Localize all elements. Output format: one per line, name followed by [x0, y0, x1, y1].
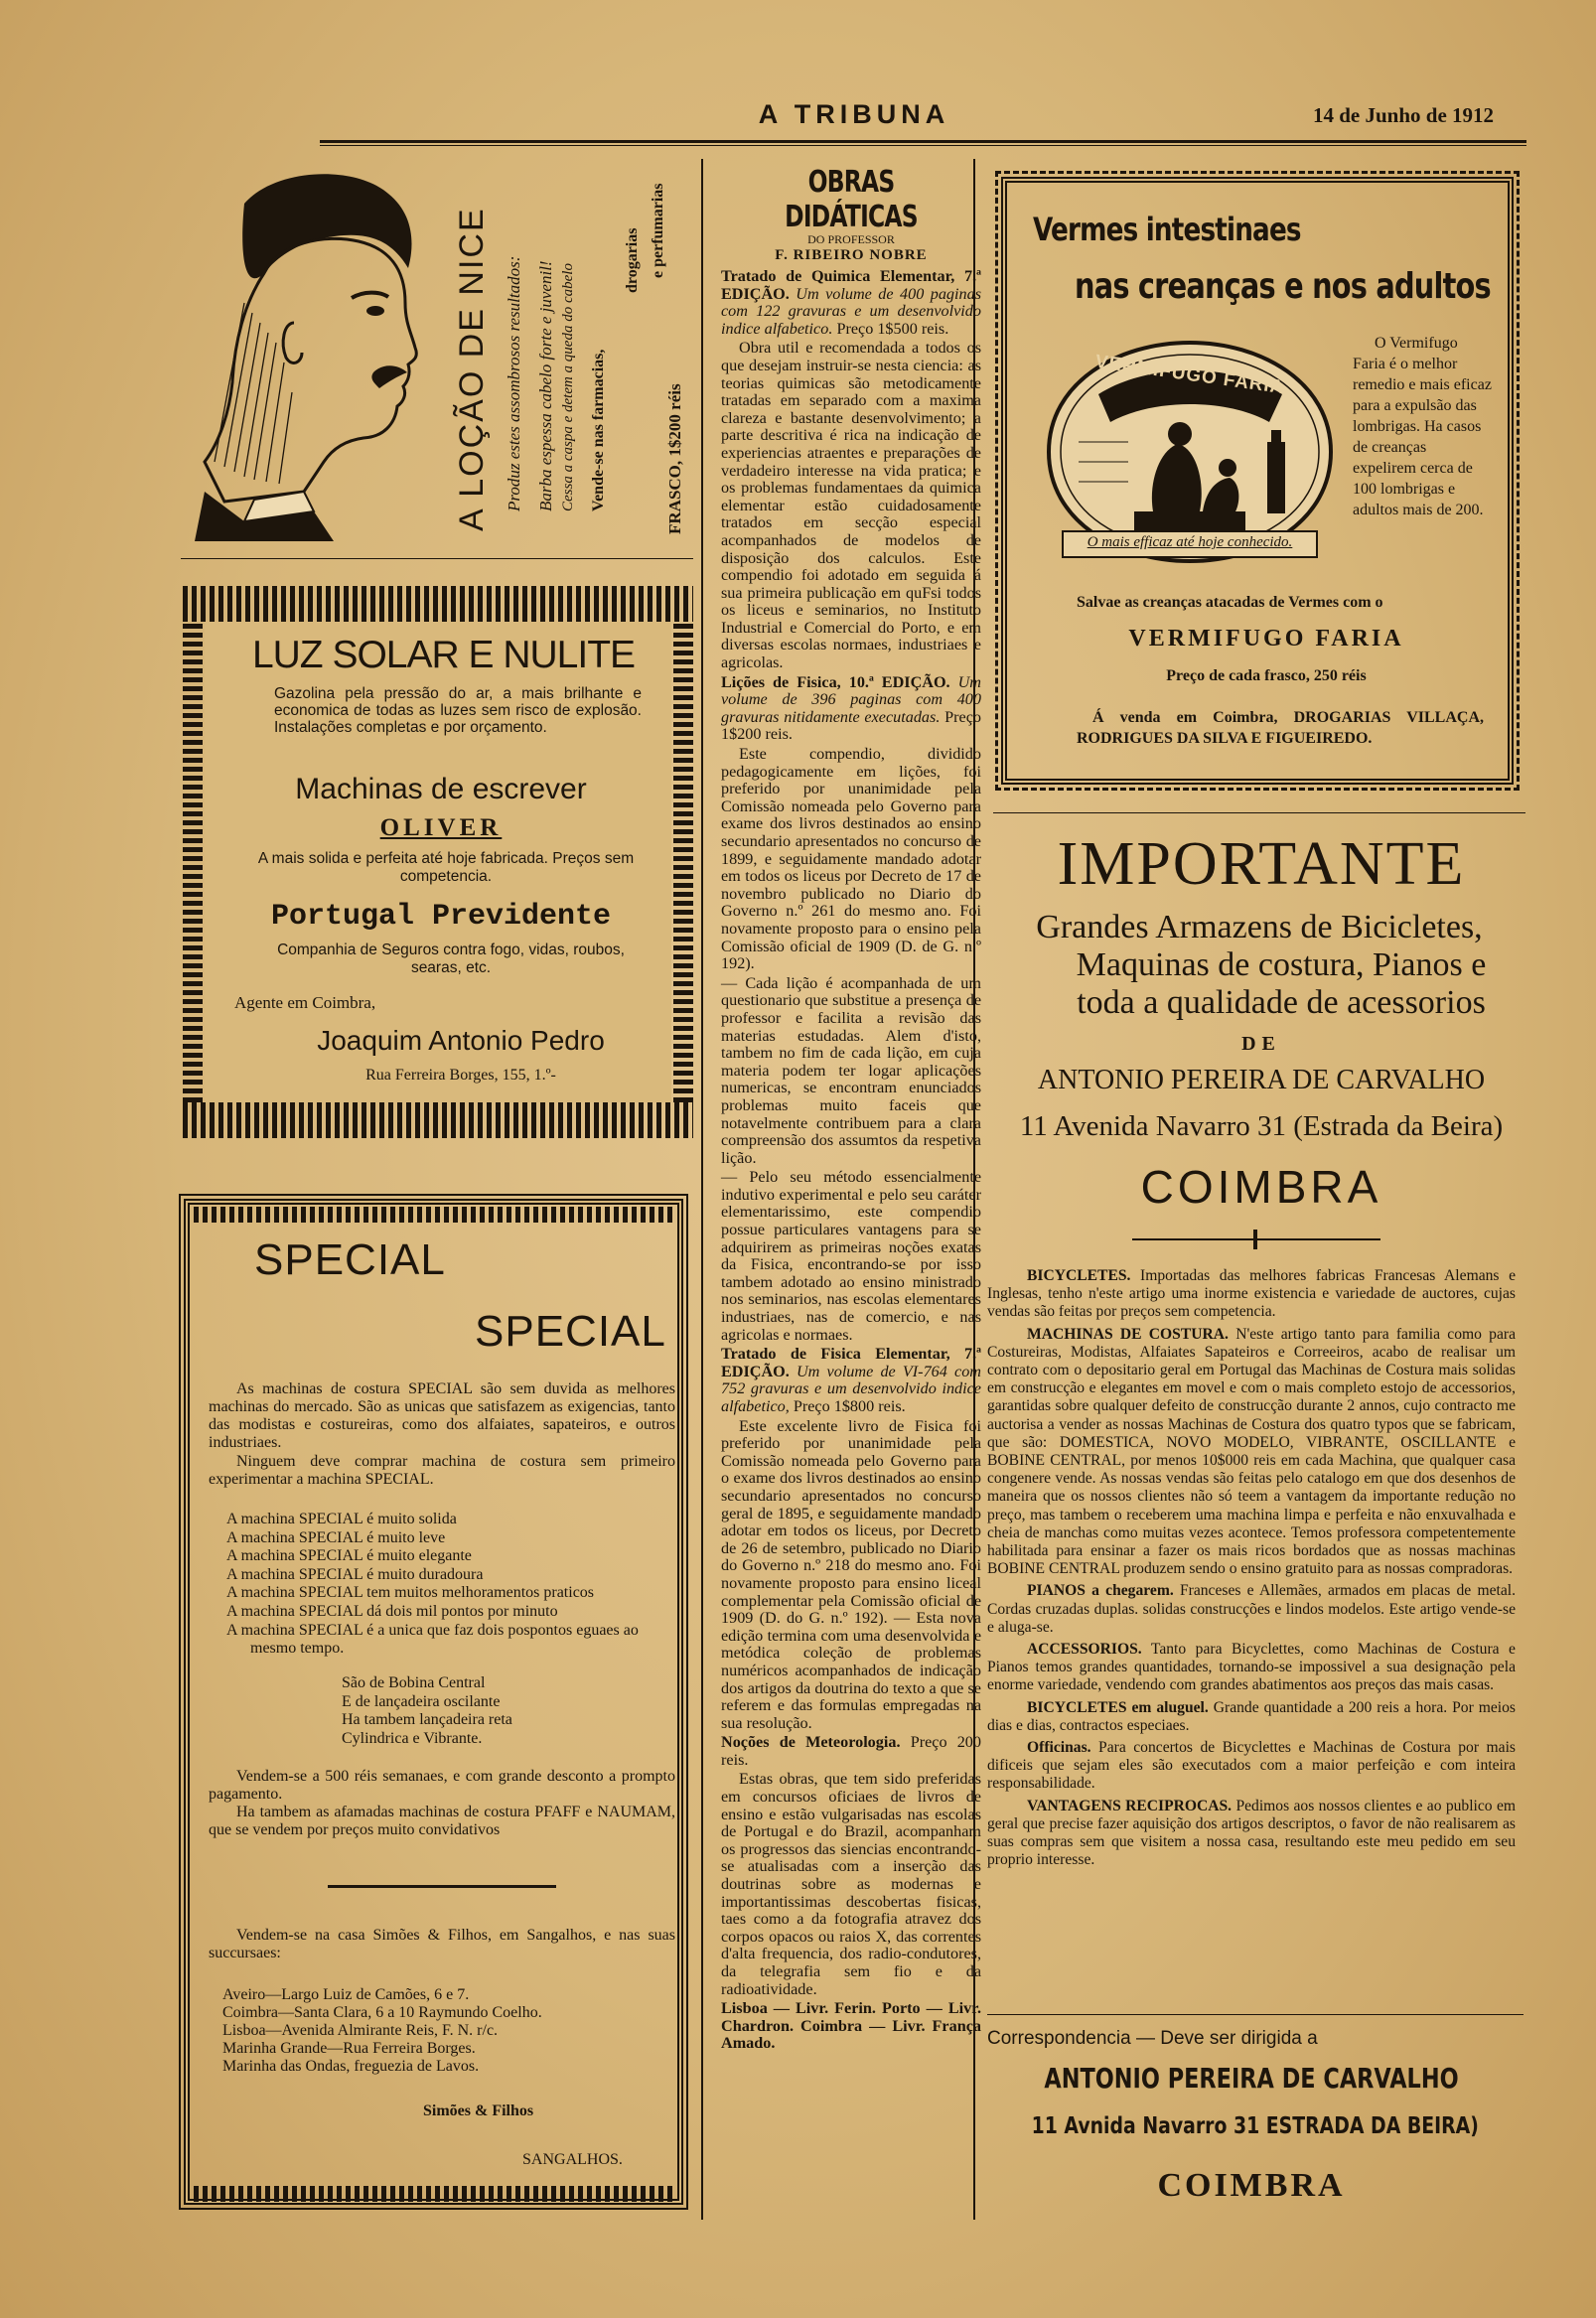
machinas-heading: MACHINAS DE COSTURA.: [1027, 1325, 1229, 1343]
locao-ad: [185, 159, 691, 546]
accessories-heading: ACCESSORIOS.: [1027, 1641, 1142, 1659]
section-accessories: [987, 1641, 1516, 1695]
book-4-price: Preço 200 reis.: [721, 1733, 981, 1769]
book-3-title: Tratado de Fisica Elementar, 7.ª EDIÇÃO.: [721, 1345, 981, 1380]
vermes-side: O Vermifugo Faria é o melhor remedio e mais eficaz para a expulsão das lombrigas. Ha casos de creanças expelirem cerca de 100 lombrigas e adultos mais de 200.: [1353, 335, 1492, 518]
vermes-price: Preço de cada frasco, 250 réis: [1166, 667, 1367, 684]
portugal-desc: Companhia de Seguros contra fogo, vidas, roubos, searas, etc.: [277, 942, 625, 976]
obras-column: [721, 165, 981, 2055]
special-p5: Vendem-se na casa Simões & Filhos, em Sangalhos, e nas suas succursaes:: [209, 1927, 675, 1961]
advantages-heading: VANTAGENS RECIPROCAS.: [1027, 1797, 1233, 1814]
importante-body: [987, 1267, 1516, 1870]
book-1-price: Preço 1$500 reis.: [836, 319, 949, 338]
correspondence-name: ANTONIO PEREIRA DE CARVALHO: [1044, 2062, 1459, 2095]
branch-line: Aveiro—Largo Luiz de Camões, 6 e 7.: [222, 1986, 470, 2003]
locao-line1: Produz estes assombrosos resultados:: [505, 255, 523, 511]
luz-title: LUZ SOLAR E NULITE: [251, 634, 636, 676]
machinas-title: Machinas de escrever: [295, 773, 587, 805]
vermes-title-2: nas creanças e nos adultos: [1075, 266, 1491, 307]
section-rental: [987, 1699, 1516, 1735]
section-advantages: [987, 1798, 1516, 1870]
book-3-text: Este excelente livro de Fisica foi preferido por unanimidade pela Comissão nomeada pelo Governo para o exame dos livros destinados ao ensino secundario apresentados no concurso geral de 1895, e seguidamente mandado adotar em todos os liceus, por Decreto de 26 de setembro, publicado no Diario do Governo n.º 218 do mesmo ano. Foi novamente proposto para ensino liceal complementar pela Comissão oficial de 1909 (D. do G. n.º 192). — Esta nova edição termina com uma desenvolvida e metódica coleção de problemas numéricos acompanhados de indicação dos artigos da doutrina do texto a que se referem e das formulas empregadas na sua resolução.: [721, 1416, 981, 1732]
bobina-line: São de Bobina Central: [342, 1674, 486, 1691]
importante-address: 11 Avenida Navarro 31 (Estrada da Beira): [1019, 1110, 1504, 1142]
importante-city: COIMBRA: [1140, 1161, 1382, 1213]
book-2-desc: Um volume de 396 paginas com 400 gravuras nitidamente executadas.: [721, 672, 981, 726]
column-rule-1: [701, 159, 703, 2220]
book-2-text-2: — Cada lição é acompanhada de um questionario que substitue a presença de professor e facilita a revisão das materias estudadas. Alem d'isto, tambem no fim de cada lição, em cuja materia podem ter logar aplicações numericas, se encontram enunciados problemas muito faceis que notavelmente contribuem para a clara compreensão dos assumtos da respetiva lição.: [721, 973, 981, 1167]
book-2-price: Preço 1$200 reis.: [721, 707, 981, 744]
branch-line: Lisboa—Avenida Almirante Reis, F. N. r/c.: [222, 2022, 499, 2039]
agent-name: Joaquim Antonio Pedro: [317, 1025, 605, 1056]
special-place: SANGALHOS.: [522, 2151, 623, 2168]
correspondence-city: COIMBRA: [1157, 2167, 1346, 2204]
luz-desc: Gazolina pela pressão do ar, a mais brilhante e economica de todas as luzes sem risco de explosão. Instalações completas e por orçamento.: [274, 685, 642, 736]
obras-title: OBRAS DIDÁTICAS: [785, 165, 918, 234]
special-p4: Ha tambem as afamadas machinas de costura PFAFF e NAUMAM, que se vendem por preços muito convidativos: [209, 1804, 675, 1838]
locao-line5: drogarias: [624, 227, 641, 293]
importante-line-2: Maquinas de costura, Pianos e: [1076, 946, 1487, 983]
bicycles-text: Importadas das melhores fabricas Francesas Alemans e Inglesas, tenho n'este artigo uma inorme existencia e variedade de auctores, cujas vendas são feitas por preços sem competencia.: [987, 1267, 1516, 1321]
special-p3: Vendem-se a 500 réis semanaes, e com grande desconto a prompto pagamento.: [209, 1768, 675, 1803]
locao-price: FRASCO, 1$200 réis: [665, 383, 684, 534]
special-branches: [222, 1986, 669, 2076]
vermes-save: Salvae as creanças atacadas de Vermes com o: [1077, 594, 1383, 611]
portugal-title: Portugal Previdente: [270, 900, 612, 934]
locao-line2: Barba espessa cabelo forte e juvenil!: [536, 260, 555, 511]
oliver-desc: A mais solida e perfeita até hoje fabricada. Preços sem competencia.: [257, 850, 635, 885]
special-feature: A machina SPECIAL é a unica que faz dois pospontos eguaes ao mesmo tempo.: [226, 1621, 639, 1658]
ornament-top: [183, 586, 693, 622]
importante-de: DE: [1241, 1033, 1281, 1055]
branch-line: Coimbra—Santa Clara, 6 a 10 Raymundo Coelho.: [222, 2004, 542, 2021]
locao-line6: e perfumarias: [650, 183, 666, 278]
accessories-text: Tanto para Bicyclettes, como Machinas de Costura e Pianos temos grandes quantidades, tornando-se impossivel a sua designação pela enorme variedade, vendendo com grandes abatimentos aos preços das mais casas.: [987, 1641, 1516, 1694]
correspondence-address: 11 Avnida Navarro 31 ESTRADA DA BEIRA): [1031, 2113, 1479, 2139]
importante-title: IMPORTANTE: [1057, 830, 1466, 898]
workshops-heading: Officinas.: [1027, 1739, 1091, 1757]
book-4-text: Estas obras, que tem sido preferidas em concursos oficiaes de livros de ensino e estão vulgarisadas nas escolas de Portugal e do Brazil, acompanham os progressos das siencias encontrando-se atualisadas com a inserção das doutrinas sobre as modernas e importantissimas descobertas fisicas, taes como a da fotografia atravez dos corpos opacos ou raios X, das correntes d'alta frequencia, dos radio-condutores, da telegrafia sem fio e da radioatividade.: [721, 1770, 981, 1998]
section-bicycles: [987, 1267, 1516, 1322]
special-divider: [328, 1885, 556, 1888]
vermifugo-label-top: VERMIFUGO FARIA: [1093, 351, 1286, 399]
masthead-title: A TRIBUNA: [758, 99, 950, 129]
vermes-rule: [993, 812, 1525, 813]
book-1-desc: Um volume de 400 paginas com 122 gravuras e um desenvolvido indice alfabetico.: [721, 284, 982, 338]
bobina-line: E de lançadeira oscilante: [342, 1692, 501, 1710]
special-firm: Simões & Filhos: [423, 2102, 534, 2119]
book-1: [721, 268, 981, 338]
special-feature: A machina SPECIAL tem muitos melhoramentos praticos: [226, 1584, 595, 1602]
locao-line3: Cessa a caspa e detem a queda do cabelo: [560, 263, 576, 511]
special-feature: A machina SPECIAL é muito solida: [226, 1511, 457, 1527]
book-2: [721, 674, 981, 744]
special-feature: A machina SPECIAL dá dois mil pontos por minuto: [226, 1602, 558, 1620]
importante-owner: ANTONIO PEREIRA DE CARVALHO: [1037, 1065, 1486, 1095]
rental-heading: BICYCLETES em aluguel.: [1027, 1698, 1209, 1716]
special-features: [226, 1511, 663, 1659]
obras-sub: DO PROFESSOR: [807, 232, 895, 246]
issue-date: 14 de Junho de 1912: [1313, 103, 1495, 127]
section-workshops: [987, 1739, 1516, 1794]
book-1-title: Tratado de Quimica Elementar, 7.ª EDIÇÃO.: [721, 267, 981, 303]
special-ornament-bottom: [194, 2186, 674, 2202]
ornament-bottom: [183, 1102, 693, 1138]
vermes-title-1: Vermes intestinaes: [1033, 211, 1301, 248]
special-title-1: SPECIAL: [254, 1235, 446, 1284]
bobina-line: Cylindrica e Vibrante.: [342, 1729, 483, 1747]
special-p1: As machinas de costura SPECIAL são sem duvida as melhores machinas do mercado. São as unicas que satisfazem as exigencias, tanto das modistas e costureiras, como dos alfaiates, sapateiros, e outros industriaes.: [209, 1380, 675, 1451]
agent-label: Agente em Coimbra,: [234, 993, 376, 1012]
special-p2: Ninguem deve comprar machina de costura sem primeiro experimentar a machina SPECIAL.: [209, 1453, 675, 1488]
special-feature: A machina SPECIAL é muito leve: [226, 1528, 446, 1546]
obras-sellers: Lisboa — Livr. Ferin. Porto — Livr. Chardron. Coimbra — Livr. França Amado.: [721, 1999, 981, 2053]
special-feature: A machina SPECIAL é muito duradoura: [226, 1565, 484, 1583]
header-rule: [320, 140, 1526, 143]
pianos-text: Franceses e Allemães, armados em placas de metal. Cordas cruzadas duplas. solidas construcções e lindos modelos. Este artigo vende-se e aluga-se.: [987, 1582, 1516, 1636]
bicycles-heading: BICYCLETES.: [1027, 1267, 1131, 1284]
vermifugo-label-bottom: O mais efficaz até hoje conhecido.: [1087, 534, 1293, 550]
section-pianos: [987, 1582, 1516, 1637]
header-rule-thin: [320, 145, 1526, 146]
luz-ad: [183, 586, 693, 1172]
vermifugo-label: [1039, 333, 1341, 571]
vermes-brand: VERMIFUGO FARIA: [1128, 626, 1404, 652]
section-machinas: [987, 1326, 1516, 1579]
portrait-illustration: [185, 164, 443, 541]
branch-line: Marinha das Ondas, freguezia de Lavos.: [222, 2058, 480, 2075]
agent-address: Rua Ferreira Borges, 155, 1.º-: [365, 1067, 556, 1084]
locao-rule: [181, 558, 693, 559]
special-title-2: SPECIAL: [475, 1307, 666, 1356]
book-3-price: Preço 1$800 reis.: [793, 1397, 906, 1415]
book-4: [721, 1734, 981, 1769]
pianos-heading: PIANOS a chegarem.: [1027, 1582, 1174, 1600]
vermes-sale: Á venda em Coimbra, DROGARIAS VILLAÇA, RODRIGUES DA SILVA E FIGUEIREDO.: [1077, 709, 1484, 747]
correspondence-rule: [987, 2014, 1523, 2015]
bobina-line: Ha tambem lançadeira reta: [342, 1711, 512, 1728]
book-2-title: Lições de Fisica, 10.ª EDIÇÃO.: [721, 672, 950, 691]
special-bobina: [342, 1674, 659, 1748]
branch-line: Marinha Grande—Rua Ferreira Borges.: [222, 2040, 476, 2057]
book-2-text-1: Este compendio, dividido pedagogicamente em lições, foi preferido por unanimidade pela Comissão nomeada pelo Governo para exame dos livros destinados ao ensino secundario apresentados no concurso de 1899, e seguidamente mandado adotar em todos os liceus por Decreto de 17 de novembro publicado no Diario do Governo n.º 261 do mesmo ano. Foi novamente proposto para o ensino pela Comissão oficial de 1909 (D. de G. n.º 192).: [721, 745, 981, 973]
book-4-title: Noções de Meteorologia.: [721, 1733, 901, 1752]
importante-line-1: Grandes Armazens de Bicicletes,: [1036, 909, 1483, 945]
rental-text: Grande quantidade a 200 reis a hora. Por meios dias e dias, contractos especiaes.: [987, 1698, 1516, 1734]
special-feature: A machina SPECIAL é muito elegante: [226, 1547, 472, 1565]
importante-divider-mark: [1253, 1230, 1257, 1249]
book-3: [721, 1346, 981, 1415]
locao-line4: Vende-se nas farmacias,: [590, 349, 607, 511]
oliver-brand: OLIVER: [379, 814, 503, 841]
locao-title: A LOÇÃO DE NICE: [453, 207, 491, 531]
obras-author: F. RIBEIRO NOBRE: [775, 247, 928, 263]
book-3-desc: Um volume de VI-764 com 752 gravuras e um desenvolvido indice alfabetico,: [721, 1362, 981, 1415]
advantages-text: Pedimos aos nossos clientes e ao publico em geral que precise fazer aquisição dos artigos descriptos, o favor de não realisarem as suas compras sem que visitem a nossa casa, resultando este meu pedido em seu proprio interesse.: [987, 1797, 1516, 1869]
importante-line-3: toda a qualidade de acessorios: [1077, 984, 1486, 1021]
ornament-left: [183, 622, 203, 1102]
machinas-text: N'este artigo tanto para familia como para Costureiras, Modistas, Alfaiates Sapateiros e Correeiros, acabo de realisar um contrato com o depositario geral em Portugal das Machinas de Costura mais solidas em construcção e elegantes em movel e com o mais completo estojo de accessorios, garantidas sobre qualquer defeito de construcção durante 2 annos, cujo contracto me auctorisa a vender as nossas Machinas de Costura dos quatro typos que se fabricam, que são: DOMESTICA, NOVO MODELO, VIBRANTE, OSCILLANTE e BOBINE CENTRAL, por menos 10$000 reis em cada Machina, que qualquer casa congenere vende. As nossas vendas são feitas pelo catalogo em que dos desenhos de maneira que os nossos clientes não só teem a vantagem da importante redução no preço, mas tambem o receberem uma machina limpa e perfeita e não enxuvalhada e cheia de manchas como muitas vezes acontece. Temos professora competentemente habilitada para ensinar a fazer os mais ricos bordados que as nossas machinas BOBINE CENTRAL produzem sendo o ensino gratuito para as nossas compradoras.: [987, 1325, 1516, 1578]
correspondence-label: Correspondencia — Deve ser dirigida a: [987, 2028, 1318, 2049]
book-2-text-3: — Pelo seu método essencialmente indutivo experimental e pelo seu caráter elementarissimo, este compendio possue particulares vantagens para se adquirirem as primeiras noções exatas da Fisica, encontrando-se por isso tambem adotado ao ensino ministrado nos seminarios, nas escolas elementares industriaes, nas de comercio, e nas agricolas e normaes.: [721, 1168, 981, 1344]
workshops-text: Para concertos de Bicyclettes e Machinas de Costura por mais dificeis que sejam eles são executados com a maior perfeição e com inteira responsabilidade.: [987, 1739, 1516, 1793]
special-ornament-top: [194, 1207, 674, 1223]
book-1-text: Obra util e recomendada a todos os que desejam instruir-se nesta ciencia: as teorias quimicas são metodicamente tratadas em separado com a maxima clareza e bastante desenvolvimento; a parte descritiva é rica na indicação de experiencias atraentes e preparações de verdadeiro interesse na vida pratica; e os problemas fundamentaes da quimica elementar estão cuidadosamente tratados em secção especial acompanhados de modelos de disposição dos calculos. Este compendio foi adotado em seguida á sua primeira publicação em quFsi todos os liceus e seminarios, no Instituto Industrial e Comercial do Porto, e em diversas escolas normaes, industriaes e agricolas.: [721, 339, 981, 672]
